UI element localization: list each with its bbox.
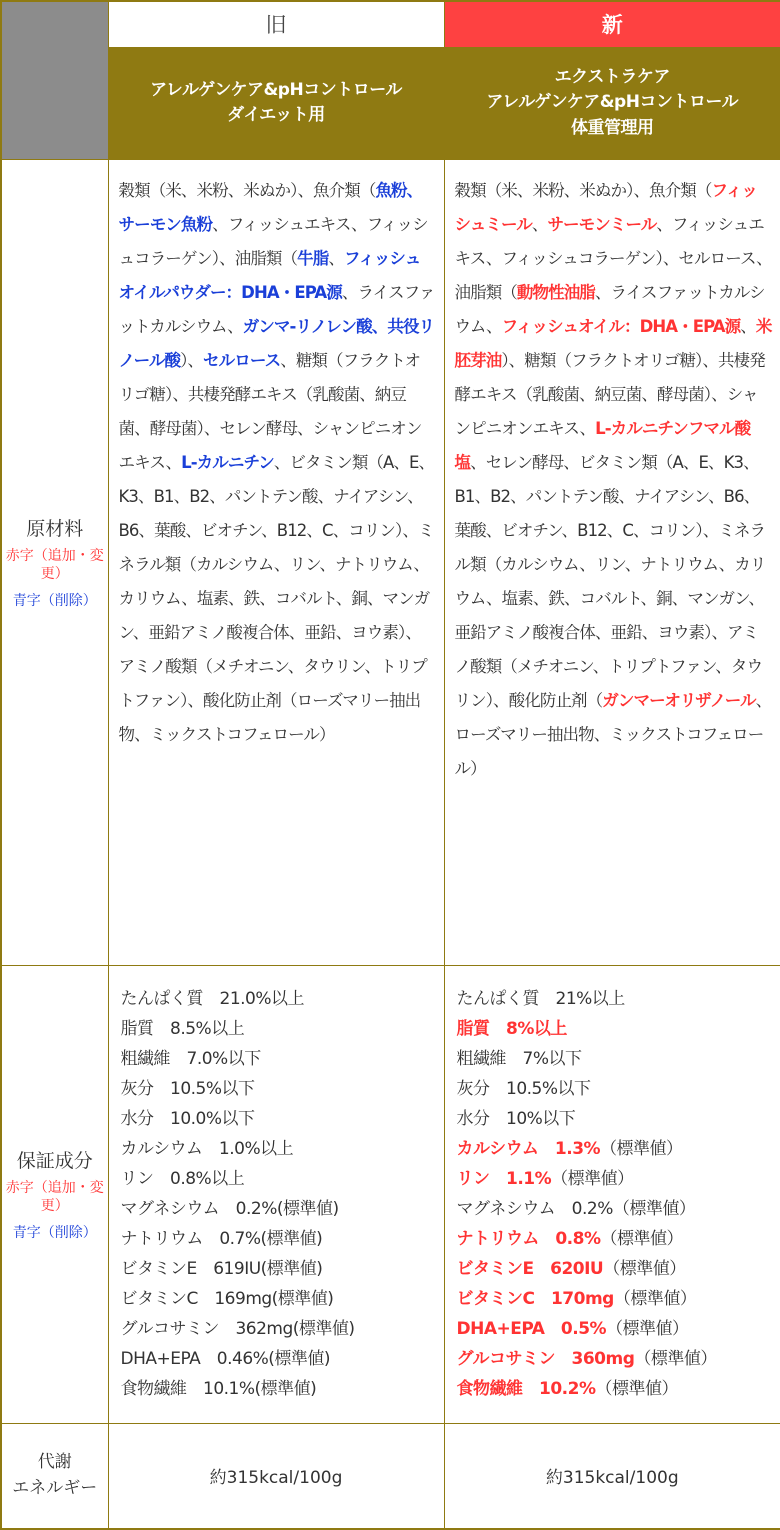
nutrient-suffix: （標準値）	[600, 1228, 683, 1249]
nutrient-row	[121, 1224, 444, 1254]
nutrient-row	[121, 1344, 444, 1374]
new-product-name	[444, 47, 780, 159]
nutrient-value: マグネシウム 0.2%（標準値）	[456, 1198, 696, 1219]
ingredient-text: 、セレン酵母、ビタミン類（A、E、K3、B1、B2、パントテン酸、ナイアシン、B6、葉酸、ビオチン、B12、C、コリン）、ミネラル類（カルシウム、リン、ナトリウム、カリウム、塩素、鉄、コバルト、銅、マンガン、亜鉛アミノ酸複合体、亜鉛、ヨウ素）、アミノ酸類（メチオニン、トリプトファン、タウリン）、酸化防止剤（	[454, 452, 766, 710]
nutrient-value: 粗繊維 7%以下	[456, 1048, 582, 1069]
nutrient-row	[121, 1134, 444, 1164]
ingredient-text: 、糖類（フラクトオリゴ糖）、共棲発酵エキス（乳酸菌、納豆菌、酵母菌）、セレン酵母、シャンピニオンエキス、	[118, 350, 422, 472]
nutrient-row	[121, 1284, 444, 1314]
energy-label-line: エネルギー	[12, 1477, 98, 1498]
nutrient-value: 食物繊維 10.2%	[456, 1378, 596, 1399]
new-product-line: エクストラケア	[554, 66, 670, 87]
nutrient-value: DHA+EPA 0.46%(標準値)	[120, 1348, 331, 1369]
nutrient-value: 食物繊維 10.1%(標準値)	[120, 1378, 317, 1399]
nutrient-value: カルシウム 1.3%	[456, 1138, 601, 1159]
nutrient-row-changed	[457, 1374, 780, 1404]
nutrient-value: グルコサミン 360mg	[456, 1348, 635, 1369]
ingredients-label: 原材料	[26, 518, 84, 541]
ingredient-text: ）、糖類（フラクトオリゴ糖）、共棲発酵エキス（乳酸菌、納豆菌、酵母菌）、シャンピニオンエキス、	[454, 350, 765, 438]
ingredient-text: 穀類（米、米粉、米ぬか）、魚介類（	[118, 180, 376, 200]
old-header: 旧	[108, 1, 444, 47]
ingredient-added: フィッシュオイル：DHA・EPA源	[501, 316, 741, 336]
nutrient-suffix: （標準値）	[613, 1288, 697, 1309]
ingredient-text: 、ローズマリー抽出物、ミックストコフェロール）	[454, 690, 772, 778]
ingredient-text: 穀類（米、米粉、米ぬか）、魚介類（	[454, 180, 712, 200]
nutrient-row	[121, 1314, 444, 1344]
nutrient-row	[121, 984, 444, 1014]
nutrient-value: 灰分 10.5%以下	[120, 1078, 255, 1099]
guaranteed-label: 保証成分	[16, 1150, 93, 1173]
nutrient-value: たんぱく質 21%以上	[456, 988, 625, 1009]
old-product-name	[108, 47, 444, 159]
nutrient-suffix: （標準値）	[600, 1138, 683, 1159]
nutrient-row	[121, 1074, 444, 1104]
nutrient-value: たんぱく質 21.0%以上	[120, 988, 305, 1009]
nutrient-row	[457, 984, 780, 1014]
nutrient-row-changed	[457, 1014, 780, 1044]
nutrient-row	[457, 1104, 780, 1134]
ingredient-added: フィッシュミール	[454, 180, 757, 234]
ingredient-added: L-カルニチンフマル酸塩	[454, 418, 751, 472]
nutrient-value: ビタミンE 619IU(標準値)	[120, 1258, 323, 1279]
old-product-line: アレルゲンケア&pHコントロール	[150, 79, 402, 100]
nutrient-row-changed	[457, 1224, 780, 1254]
old-ingredients	[108, 159, 444, 965]
nutrient-value: リン 0.8%以上	[120, 1168, 245, 1189]
nutrient-row	[121, 1044, 444, 1074]
energy-label-cell	[1, 1423, 108, 1529]
corner-cell	[1, 1, 108, 159]
ingredient-removed: 魚粉、サーモン魚粉	[118, 180, 423, 234]
ingredient-added: サーモンミール	[547, 214, 657, 234]
nutrient-suffix: （標準値）	[606, 1318, 689, 1339]
new-product-line: 体重管理用	[571, 117, 654, 138]
old-energy: 約315kcal/100g	[108, 1423, 444, 1529]
ingredient-text: 、フィッシュエキス、フィッシュコラーゲン）、セルロース、油脂類（	[454, 214, 772, 302]
nutrient-row	[121, 1254, 444, 1284]
ingredient-text: 、	[740, 316, 756, 336]
guaranteed-row	[1, 965, 780, 1423]
ingredient-removed: セルロース	[203, 350, 281, 370]
new-guaranteed	[444, 965, 780, 1423]
nutrient-value: 水分 10%以下	[456, 1108, 576, 1129]
guaranteed-label-cell	[1, 965, 108, 1423]
old-product-line: ダイエット用	[227, 105, 325, 125]
nutrient-row-changed	[457, 1314, 780, 1344]
nutrient-value: マグネシウム 0.2%(標準値)	[120, 1198, 339, 1219]
product-row	[1, 47, 780, 159]
nutrient-value: 脂質 8%以上	[456, 1018, 567, 1039]
nutrient-value: グルコサミン 362mg(標準値)	[120, 1318, 355, 1339]
nutrient-value: ビタミンC 169mg(標準値)	[120, 1288, 334, 1309]
ingredient-text: 、フィッシュエキス、フィッシュコラーゲン）、油脂類（	[118, 214, 428, 268]
new-header: 新	[444, 1, 780, 47]
ingredient-text: 、ビタミン類（A、E、K3、B1、B2、パントテン酸、ナイアシン、B6、葉酸、ビオチン、B12、C、コリン）、ミネラル類（カルシウム、リン、ナトリウム、カリウム、塩素、鉄、コバルト、銅、マンガン、亜鉛アミノ酸複合体、亜鉛、ヨウ素）、アミノ酸類（メチオニン、タウリン、トリプトファン）、酸化防止剤（ローズマリー抽出物、ミックストコフェロール）	[118, 452, 435, 744]
nutrient-row	[121, 1374, 444, 1404]
nutrient-row	[121, 1014, 444, 1044]
nutrient-row-changed	[457, 1164, 780, 1194]
ingredient-text: 、ライスファットカルシウム、	[118, 282, 435, 336]
ingredient-removed: 牛脂	[297, 248, 329, 268]
new-ingredients	[444, 159, 780, 965]
nutrient-row	[457, 1074, 780, 1104]
ingredient-removed: フィッシュオイルパウダー：DHA・EPA源	[118, 248, 421, 302]
legend-blue: 青字（削除）	[12, 592, 97, 609]
nutrient-suffix: （標準値）	[595, 1378, 678, 1399]
nutrient-value: ビタミンE 620IU	[456, 1258, 604, 1279]
nutrient-value: ナトリウム 0.8%	[456, 1228, 601, 1249]
nutrient-row-changed	[457, 1134, 780, 1164]
new-product-line: アレルゲンケア&pHコントロール	[486, 92, 739, 113]
old-guaranteed	[108, 965, 444, 1423]
new-energy: 約315kcal/100g	[444, 1423, 780, 1529]
energy-label-line: 代謝	[37, 1452, 72, 1473]
legend-red: 赤字（追加・変更）	[5, 1180, 104, 1215]
energy-row	[1, 1423, 780, 1529]
nutrient-row	[121, 1194, 444, 1224]
nutrient-value: カルシウム 1.0%以上	[120, 1138, 294, 1159]
nutrient-value: DHA+EPA 0.5%	[456, 1318, 607, 1339]
nutrient-value: ナトリウム 0.7%(標準値)	[120, 1228, 323, 1249]
nutrient-value: 脂質 8.5%以上	[120, 1018, 245, 1039]
header-row	[1, 1, 780, 47]
ingredient-text: ）、	[180, 350, 204, 370]
ingredient-text: 、	[531, 214, 548, 234]
nutrient-value: 灰分 10.5%以下	[456, 1078, 591, 1099]
nutrient-row	[457, 1194, 780, 1224]
nutrient-suffix: （標準値）	[551, 1168, 634, 1189]
nutrient-row	[457, 1044, 780, 1074]
ingredient-text: 、ライスファットカルシウム、	[454, 282, 765, 336]
nutrient-value: リン 1.1%	[456, 1168, 552, 1189]
nutrient-suffix: （標準値）	[603, 1258, 686, 1279]
nutrient-row-changed	[457, 1344, 780, 1374]
ingredient-removed: L-カルニチン	[181, 452, 274, 472]
nutrient-row	[121, 1164, 444, 1194]
ingredient-added: 動物性油脂	[516, 282, 595, 302]
ingredient-removed: ガンマ-リノレン酸、共役リノール酸	[118, 316, 435, 370]
nutrient-suffix: （標準値）	[634, 1348, 717, 1369]
ingredients-row	[1, 159, 780, 965]
ingredient-text: 、	[328, 248, 344, 268]
nutrient-row-changed	[457, 1254, 780, 1284]
legend-red: 赤字（追加・変更）	[5, 548, 104, 583]
ingredient-added: 米胚芽油	[454, 316, 772, 370]
nutrient-value: ビタミンC 170mg	[456, 1288, 614, 1309]
nutrient-row	[121, 1104, 444, 1134]
ingredient-added: ガンマーオリザノール	[602, 690, 756, 710]
nutrient-row-changed	[457, 1284, 780, 1314]
nutrient-value: 水分 10.0%以下	[120, 1108, 255, 1129]
legend-blue: 青字（削除）	[12, 1224, 97, 1241]
ingredients-label-cell	[1, 159, 108, 965]
nutrient-value: 粗繊維 7.0%以下	[120, 1048, 261, 1069]
